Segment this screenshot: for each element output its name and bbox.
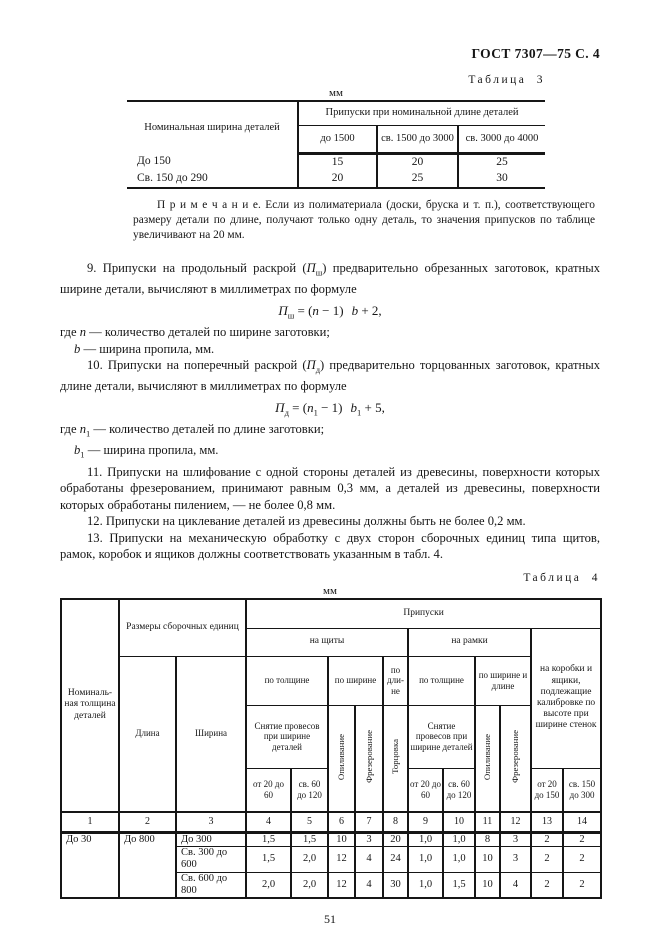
- cell: 1,5: [246, 846, 291, 872]
- cell: 1,0: [408, 832, 443, 846]
- cell: 10: [475, 872, 500, 898]
- t4-h-range: св. 60 до 120: [291, 768, 328, 812]
- cell: 2: [119, 812, 176, 833]
- cell: 8: [383, 812, 408, 833]
- cell: 2: [563, 832, 601, 846]
- t4-h-overhang-frames: Снятие провесов при ширине деталей: [408, 705, 475, 768]
- t4-h-overhang-shields: Снятие провесов при ширине деталей: [246, 705, 328, 768]
- table-row: [127, 171, 545, 188]
- cell: 1,0: [443, 832, 475, 846]
- table-row: [127, 154, 545, 171]
- t4-h-frames: на рамки: [408, 628, 531, 656]
- cell: 30: [383, 872, 408, 898]
- table4-caption: Таблица 4: [523, 571, 600, 584]
- cell: 3: [355, 832, 383, 846]
- where-clause-10-2: $b_1$ — ширина пропила, мм.: [74, 443, 219, 460]
- t4-h-length: Длина: [119, 656, 176, 812]
- t4-h-trimming: Торцовка: [383, 705, 408, 812]
- body-text: [60, 260, 600, 562]
- table4-block: [60, 572, 600, 900]
- t4-h-width: Ширина: [176, 656, 246, 812]
- cell: 2: [531, 872, 563, 898]
- formula-transverse: $П_д = (n_1 - 1) b_1 + 5$,: [275, 399, 385, 418]
- cell: 24: [383, 846, 408, 872]
- cell: 2: [531, 846, 563, 872]
- cell: 3: [500, 832, 531, 846]
- t3-group-header: Припуски при номинальной длине деталей: [298, 101, 545, 125]
- cell: 3: [176, 812, 246, 833]
- t3-col-header: Номинальная ширина деталей: [144, 121, 280, 133]
- cell: 5: [291, 812, 328, 833]
- cell: 8: [475, 832, 500, 846]
- cell: 1,0: [443, 846, 475, 872]
- paragraph-11: 11. Припуски на шлифование с одной стороны деталей из древесины, поверхности которых обработаны фрезерованием, принимают равным 0,3 мм, а деталей из древесины, поверхности которых обработаны пилением, — не более 0,8 мм.: [60, 464, 600, 512]
- paragraph-12: 12. Припуски на циклевание деталей из древесины должны быть не более 0,2 мм.: [87, 514, 526, 528]
- paragraph-9: 9. Припуски на продольный раскрой $(П_ш)$ предварительно обрезанных заготовок, кратных ширине детали, вычисляют в миллиметрах по формуле: [60, 261, 600, 297]
- t4-h-allowances: Припуски: [246, 599, 601, 629]
- t4-h-milling-frames: Фрезерование: [500, 705, 531, 812]
- table-4: [60, 598, 602, 900]
- cell: 4: [246, 812, 291, 833]
- cell: 30: [458, 171, 545, 188]
- t4-h-range: от 20 до 60: [246, 768, 291, 812]
- t4-h-milling-shields: Фрезерование: [355, 705, 383, 812]
- cell: 20: [377, 154, 458, 171]
- t4-h-range: от 20 до 60: [408, 768, 443, 812]
- formula-longitudinal: $П_ш = (n - 1) b + 2$,: [278, 302, 382, 321]
- t4-h-by-thickness: по толщине: [246, 656, 328, 705]
- cell: 9: [408, 812, 443, 833]
- cell: 11: [475, 812, 500, 833]
- paragraph-10: 10. Припуски на поперечный раскрой $(П_д)$ предварительно торцованных заготовок, кратных длине детали, вычисляют в миллиметрах по формуле: [60, 358, 600, 394]
- cell: 1,5: [291, 832, 328, 846]
- where-clause-9-2: b — ширина пропила, мм.: [74, 341, 215, 356]
- cell: 10: [475, 846, 500, 872]
- t4-h-by-length: по длине: [383, 656, 408, 705]
- cell: 15: [298, 154, 377, 171]
- doc-reference: ГОСТ 7307—75 С. 4: [471, 46, 600, 61]
- cell: 12: [328, 846, 355, 872]
- cell: 1,0: [408, 872, 443, 898]
- table3-unit-label: мм: [329, 87, 343, 99]
- cell: 20: [298, 171, 377, 188]
- cell: 10: [328, 832, 355, 846]
- cell: 1,5: [443, 872, 475, 898]
- cell: 20: [383, 832, 408, 846]
- table3-note: [133, 198, 595, 243]
- cell: До 300: [176, 832, 246, 846]
- cell: 7: [355, 812, 383, 833]
- cell: 25: [377, 171, 458, 188]
- table-row: [61, 832, 601, 846]
- cell: Св. 300 до 600: [176, 846, 246, 872]
- cell: 6: [328, 812, 355, 833]
- cell: До 150: [137, 155, 171, 168]
- t4-h-range: от 20 до 150: [531, 768, 563, 812]
- t4-h-shields: на щиты: [246, 628, 408, 656]
- t4-h-sawing-shields: Опиливание: [328, 705, 355, 812]
- cell: 2,0: [246, 872, 291, 898]
- t4-h-by-width: по ширине: [328, 656, 383, 705]
- t4-column-numbers: [61, 812, 601, 833]
- t3-subheader: св. 3000 до 4000: [458, 125, 545, 154]
- cell: 3: [500, 846, 531, 872]
- cell: До 800: [119, 832, 176, 898]
- t4-h-nominal-thickness: Номинальная толщина деталей: [61, 599, 119, 812]
- note-text: Если из полиматериала (доски, бруска и т. п.), соответствующего размеру детали по длине, получают только одну деталь, то значения припусков по таблице увеличивают на 20 мм.: [133, 198, 595, 242]
- where-clause-9-1: где n — количество деталей по ширине заготовки;: [60, 325, 330, 340]
- note-label: П р и м е ч а н и е.: [157, 198, 261, 211]
- t3-subheader: св. 1500 до 3000: [377, 125, 458, 154]
- cell: Св. 600 до 800: [176, 872, 246, 898]
- table4-unit-label: мм: [323, 584, 337, 597]
- table-3: [127, 100, 545, 189]
- t4-h-sawing-frames: Опиливание: [475, 705, 500, 812]
- table3-caption: Таблица 3: [468, 74, 545, 86]
- cell: 14: [563, 812, 601, 833]
- t4-h-by-thickness-frames: по толщине: [408, 656, 475, 705]
- cell: 4: [500, 872, 531, 898]
- cell: 4: [355, 846, 383, 872]
- where-clause-10-1: где $n_1$ — количество деталей по длине заготовки;: [60, 422, 325, 439]
- cell: 13: [531, 812, 563, 833]
- cell: 1,5: [246, 832, 291, 846]
- cell: 1: [61, 812, 119, 833]
- cell: До 30: [61, 832, 119, 898]
- cell: 2,0: [291, 872, 328, 898]
- cell: 2: [531, 832, 563, 846]
- cell: 10: [443, 812, 475, 833]
- cell: 25: [458, 154, 545, 171]
- cell: 12: [328, 872, 355, 898]
- table3-block: [127, 74, 545, 189]
- cell: 2,0: [291, 846, 328, 872]
- cell: 4: [355, 872, 383, 898]
- t4-h-by-width-length: по ширине и длине: [475, 656, 531, 705]
- t4-h-boxes: на коробки и ящики, подлежащие калибровке по высоте при ширине стенок: [531, 628, 601, 768]
- page-number: 51: [324, 912, 336, 927]
- cell: 1,0: [408, 846, 443, 872]
- t4-h-unit-sizes: Размеры сборочных единиц: [119, 599, 246, 657]
- cell: Св. 150 до 290: [137, 171, 208, 184]
- t3-subheader: до 1500: [298, 125, 377, 154]
- cell: 2: [563, 872, 601, 898]
- cell: 2: [563, 846, 601, 872]
- paragraph-13: 13. Припуски на механическую обработку с двух сторон сборочных единиц типа щитов, рамок, коробок и ящиков должны соответствовать указанным в табл. 4.: [60, 530, 600, 561]
- t4-h-range: св. 150 до 300: [563, 768, 601, 812]
- cell: 12: [500, 812, 531, 833]
- t4-h-range: св. 60 до 120: [443, 768, 475, 812]
